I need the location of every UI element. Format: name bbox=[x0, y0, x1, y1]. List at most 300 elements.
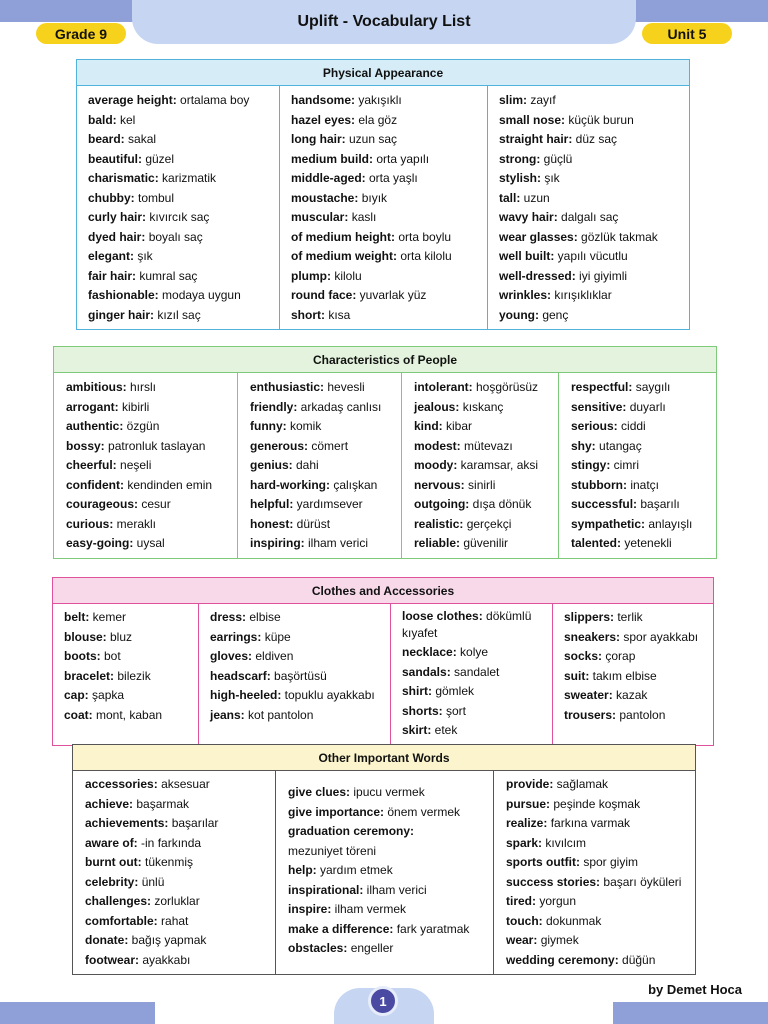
vocab-term: give importance: bbox=[288, 804, 385, 819]
vocab-meaning: neşeli bbox=[116, 458, 152, 472]
vocab-term: stylish: bbox=[499, 171, 542, 185]
vocab-term: medium build: bbox=[291, 151, 373, 166]
vocab-term: small nose: bbox=[499, 112, 566, 127]
vocab-term: young: bbox=[499, 307, 539, 322]
vocab-meaning: cömert bbox=[308, 438, 349, 453]
vocab-term: helpful: bbox=[250, 497, 294, 511]
vocab-item bbox=[291, 189, 479, 209]
vocab-item bbox=[571, 398, 708, 418]
vocab-item bbox=[506, 873, 687, 893]
vocab-term: friendly: bbox=[250, 399, 298, 414]
characteristics-section bbox=[53, 346, 717, 559]
vocab-meaning: genç bbox=[539, 307, 569, 322]
vocab-term: sneakers: bbox=[564, 629, 621, 644]
vocab-term: gloves: bbox=[210, 649, 253, 663]
vocab-meaning: giymek bbox=[537, 933, 579, 947]
vocab-term: muscular: bbox=[291, 210, 349, 224]
vocab-term: authentic: bbox=[66, 419, 124, 433]
vocab-item bbox=[499, 150, 681, 170]
vocab-item bbox=[571, 456, 708, 476]
vocab-meaning: rahat bbox=[157, 913, 189, 928]
vocab-term: funny: bbox=[250, 419, 287, 433]
vocab-item bbox=[571, 476, 708, 496]
vocab-item bbox=[288, 939, 485, 959]
vocab-term: accessories: bbox=[85, 777, 158, 791]
vocab-term: sensitive: bbox=[571, 399, 627, 414]
vocab-item bbox=[506, 834, 687, 854]
vocab-item bbox=[66, 476, 229, 496]
vocab-item bbox=[291, 208, 479, 228]
vocab-item bbox=[402, 608, 544, 642]
vocab-item bbox=[499, 130, 681, 150]
vocab-term: confident: bbox=[66, 477, 124, 492]
vocab-term: slim: bbox=[499, 93, 528, 107]
vocab-item bbox=[85, 892, 267, 912]
vocab-item bbox=[506, 814, 687, 834]
vocab-item bbox=[88, 286, 271, 306]
vocab-item bbox=[210, 608, 382, 628]
vocab-meaning: kazak bbox=[612, 688, 648, 702]
vocab-term: straight hair: bbox=[499, 132, 573, 146]
vocab-item bbox=[85, 795, 267, 815]
vocab-item bbox=[88, 130, 271, 150]
vocab-item bbox=[291, 169, 479, 189]
vocab-item bbox=[571, 495, 708, 515]
vocab-item bbox=[291, 228, 479, 248]
vocab-term: aware of: bbox=[85, 835, 138, 850]
vocab-term: bald: bbox=[88, 112, 117, 127]
vocab-meaning: sağlamak bbox=[553, 777, 609, 791]
vocab-meaning: boyalı saç bbox=[145, 229, 203, 244]
vocab-item bbox=[64, 628, 190, 648]
vocab-term: shy: bbox=[571, 438, 596, 453]
vocab-term: sympathetic: bbox=[571, 516, 646, 531]
vocab-item bbox=[506, 775, 687, 795]
vocab-meaning: şık bbox=[541, 171, 560, 185]
vocab-item bbox=[291, 91, 479, 111]
vocab-term: beard: bbox=[88, 132, 125, 146]
grade-badge: Grade 9 bbox=[36, 23, 126, 44]
page-number: 1 bbox=[368, 986, 398, 1016]
vocab-meaning: orta kilolu bbox=[397, 249, 452, 263]
vocab-meaning: bıyık bbox=[358, 190, 388, 205]
vocab-term: belt: bbox=[64, 610, 90, 624]
vocab-meaning: orta boylu bbox=[395, 229, 452, 244]
vocab-meaning: kibirli bbox=[118, 399, 150, 414]
vocab-term: well-dressed: bbox=[499, 268, 576, 283]
vocab-column bbox=[553, 604, 713, 745]
vocab-meaning: iyi giyimli bbox=[575, 268, 628, 283]
vocab-meaning: utangaç bbox=[595, 438, 642, 453]
vocab-term: honest: bbox=[250, 516, 294, 531]
vocab-meaning: dökümlü kıyafet bbox=[402, 609, 532, 640]
vocab-item bbox=[291, 247, 479, 267]
vocab-term: inspiring: bbox=[250, 536, 305, 550]
vocab-term: skirt: bbox=[402, 723, 432, 737]
vocab-meaning: başarı öyküleri bbox=[600, 874, 682, 889]
vocab-meaning: kırışıklıklar bbox=[551, 288, 612, 302]
vocab-item bbox=[288, 920, 485, 940]
vocab-term: cheerful: bbox=[66, 458, 117, 472]
vocab-meaning: şık bbox=[134, 249, 153, 263]
vocab-column bbox=[280, 86, 488, 329]
vocab-meaning: cesur bbox=[138, 497, 171, 511]
vocab-meaning: takım elbise bbox=[589, 668, 657, 683]
vocab-item bbox=[66, 417, 229, 437]
vocab-item bbox=[499, 228, 681, 248]
vocab-meaning: bot bbox=[100, 649, 121, 663]
vocab-term: modest: bbox=[414, 438, 461, 453]
vocab-item bbox=[66, 437, 229, 457]
vocab-meaning: kısa bbox=[325, 307, 351, 322]
vocab-meaning: gerçekçi bbox=[463, 516, 512, 531]
vocab-meaning: etek bbox=[431, 723, 458, 737]
vocab-item bbox=[66, 495, 229, 515]
vocab-term: sandals: bbox=[402, 664, 451, 679]
vocab-term: give clues: bbox=[288, 785, 351, 799]
vocab-meaning: spor giyim bbox=[580, 855, 639, 869]
vocab-meaning: orta yaşlı bbox=[365, 171, 418, 185]
vocab-term: ginger hair: bbox=[88, 307, 155, 322]
vocab-term: provide: bbox=[506, 777, 554, 791]
vocab-item bbox=[288, 803, 485, 823]
unit-badge: Unit 5 bbox=[642, 23, 732, 44]
vocab-meaning: başarılı bbox=[637, 497, 680, 511]
vocab-item bbox=[499, 247, 681, 267]
vocab-meaning: küçük burun bbox=[565, 112, 634, 127]
vocab-meaning: cimri bbox=[610, 458, 640, 472]
vocab-meaning: özgün bbox=[123, 419, 160, 433]
section-title: Clothes and Accessories bbox=[53, 578, 713, 604]
vocab-meaning: farkına varmak bbox=[547, 816, 631, 830]
vocab-term: success stories: bbox=[506, 874, 601, 889]
vocab-item bbox=[291, 130, 479, 150]
vocab-term: dyed hair: bbox=[88, 229, 146, 244]
bottom-band-right bbox=[613, 1002, 768, 1024]
vocab-meaning: kemer bbox=[89, 610, 127, 624]
vocab-term: nervous: bbox=[414, 477, 465, 492]
vocab-item bbox=[571, 417, 708, 437]
vocab-item bbox=[66, 378, 229, 398]
vocab-meaning: düğün bbox=[618, 952, 656, 967]
vocab-meaning: zorluklar bbox=[151, 894, 200, 908]
vocab-item bbox=[506, 912, 687, 932]
vocab-item bbox=[85, 912, 267, 932]
vocab-term: graduation ceremony: bbox=[288, 824, 415, 838]
vocab-item bbox=[210, 686, 382, 706]
clothes-section bbox=[52, 577, 714, 746]
vocab-meaning: yuvarlak yüz bbox=[356, 288, 427, 302]
vocab-item bbox=[88, 247, 271, 267]
vocab-meaning: ayakkabı bbox=[139, 952, 191, 967]
vocab-meaning: -in farkında bbox=[137, 835, 202, 850]
vocab-term: talented: bbox=[571, 536, 622, 550]
vocab-item bbox=[506, 795, 687, 815]
vocab-term: sweater: bbox=[564, 688, 613, 702]
vocab-meaning: orta yapılı bbox=[373, 151, 430, 166]
vocab-item bbox=[564, 628, 705, 648]
vocab-term: wavy hair: bbox=[499, 210, 558, 224]
vocab-item bbox=[85, 853, 267, 873]
vocab-term: boots: bbox=[64, 649, 101, 663]
vocab-item bbox=[506, 951, 687, 971]
vocab-item bbox=[288, 783, 485, 803]
vocab-term: inspire: bbox=[288, 902, 332, 916]
vocab-term: beautiful: bbox=[88, 151, 142, 166]
vocab-term: outgoing: bbox=[414, 497, 470, 511]
vocab-column bbox=[238, 373, 402, 558]
vocab-meaning: güçlü bbox=[540, 151, 573, 166]
vocab-item bbox=[288, 822, 485, 861]
vocab-meaning: kumral saç bbox=[136, 268, 198, 283]
vocab-item bbox=[414, 456, 550, 476]
vocab-item bbox=[564, 686, 705, 706]
vocab-meaning: elbise bbox=[246, 610, 281, 624]
vocab-meaning: kot pantolon bbox=[244, 707, 314, 722]
vocab-term: respectful: bbox=[571, 380, 633, 394]
vocab-term: long hair: bbox=[291, 132, 346, 146]
vocab-meaning: hırslı bbox=[126, 380, 157, 394]
vocab-item bbox=[414, 437, 550, 457]
vocab-item bbox=[288, 881, 485, 901]
vocab-meaning: uzun bbox=[520, 190, 550, 205]
vocab-meaning: eldiven bbox=[252, 649, 294, 663]
vocab-item bbox=[250, 398, 393, 418]
vocab-meaning: başörtüsü bbox=[270, 668, 327, 683]
vocab-item bbox=[414, 534, 550, 554]
vocab-term: sports outfit: bbox=[506, 855, 580, 869]
vocab-term: curly hair: bbox=[88, 210, 147, 224]
vocab-term: necklace: bbox=[402, 645, 457, 659]
vocab-term: fashionable: bbox=[88, 288, 159, 302]
vocab-term: touch: bbox=[506, 913, 543, 928]
vocab-item bbox=[564, 667, 705, 687]
bottom-band-left bbox=[0, 1002, 155, 1024]
vocab-term: challenges: bbox=[85, 894, 152, 908]
vocab-term: coat: bbox=[64, 707, 93, 722]
vocab-item bbox=[250, 476, 393, 496]
vocab-term: moody: bbox=[414, 458, 458, 472]
vocab-item bbox=[499, 267, 681, 287]
vocab-column bbox=[53, 604, 199, 745]
vocab-item bbox=[64, 647, 190, 667]
vocab-term: wrinkles: bbox=[499, 288, 552, 302]
vocab-term: suit: bbox=[564, 668, 590, 683]
vocab-meaning: kıvırcık saç bbox=[146, 210, 210, 224]
vocab-meaning: meraklı bbox=[113, 516, 157, 531]
vocab-term: celebrity: bbox=[85, 874, 139, 889]
other-words-section bbox=[72, 744, 696, 975]
vocab-term: average height: bbox=[88, 93, 177, 107]
vocab-item bbox=[88, 306, 271, 326]
vocab-term: moustache: bbox=[291, 190, 359, 205]
vocab-term: ambitious: bbox=[66, 380, 127, 394]
vocab-item bbox=[210, 706, 382, 726]
vocab-item bbox=[499, 306, 681, 326]
vocab-item bbox=[85, 814, 267, 834]
vocab-meaning: düz saç bbox=[572, 132, 618, 146]
vocab-meaning: başarmak bbox=[133, 796, 190, 811]
vocab-term: achieve: bbox=[85, 796, 134, 811]
vocab-term: bossy: bbox=[66, 438, 105, 453]
vocab-meaning: terlik bbox=[614, 610, 643, 624]
vocab-meaning: kibar bbox=[442, 419, 473, 433]
vocab-term: blouse: bbox=[64, 629, 107, 644]
vocab-item bbox=[414, 476, 550, 496]
vocab-term: jealous: bbox=[414, 399, 460, 414]
vocab-item bbox=[85, 873, 267, 893]
vocab-term: wear glasses: bbox=[499, 229, 578, 244]
vocab-term: round face: bbox=[291, 288, 357, 302]
vocab-term: shirt: bbox=[402, 684, 432, 698]
vocab-item bbox=[250, 534, 393, 554]
vocab-item bbox=[506, 892, 687, 912]
vocab-item bbox=[88, 169, 271, 189]
vocab-meaning: gözlük takmak bbox=[577, 229, 658, 244]
vocab-meaning: kıvılcım bbox=[542, 835, 587, 850]
vocab-meaning: sandalet bbox=[450, 664, 500, 679]
top-band-left bbox=[0, 0, 150, 22]
vocab-meaning: karizmatik bbox=[158, 171, 217, 185]
vocab-item bbox=[288, 900, 485, 920]
vocab-item bbox=[414, 515, 550, 535]
vocab-item bbox=[64, 686, 190, 706]
vocab-term: achievements: bbox=[85, 816, 169, 830]
vocab-meaning: dalgalı saç bbox=[557, 210, 619, 224]
vocab-meaning: ortalama boy bbox=[176, 93, 250, 107]
vocab-meaning: aksesuar bbox=[157, 777, 210, 791]
vocab-meaning: dürüst bbox=[293, 516, 331, 531]
vocab-meaning: kolye bbox=[456, 645, 489, 659]
vocab-term: pursue: bbox=[506, 796, 551, 811]
vocab-meaning: hoşgörüsüz bbox=[472, 380, 539, 394]
vocab-term: comfortable: bbox=[85, 913, 158, 928]
vocab-item bbox=[499, 189, 681, 209]
vocab-meaning: mezuniyet töreni bbox=[288, 843, 377, 858]
vocab-term: dress: bbox=[210, 610, 247, 624]
vocab-column bbox=[73, 771, 276, 974]
vocab-term: shorts: bbox=[402, 703, 443, 718]
vocab-item bbox=[499, 91, 681, 111]
vocab-item bbox=[250, 417, 393, 437]
vocab-meaning: karamsar, aksi bbox=[457, 458, 539, 472]
vocab-column bbox=[494, 771, 695, 974]
vocab-item bbox=[564, 706, 705, 726]
vocab-term: bracelet: bbox=[64, 668, 115, 683]
vocab-meaning: kaslı bbox=[348, 210, 377, 224]
vocab-term: footwear: bbox=[85, 952, 139, 967]
vocab-term: intolerant: bbox=[414, 380, 473, 394]
vocab-meaning: modaya uygun bbox=[158, 288, 241, 302]
vocab-item bbox=[291, 306, 479, 326]
vocab-column bbox=[54, 373, 238, 558]
vocab-meaning: kel bbox=[116, 112, 136, 127]
vocab-meaning: ilham verici bbox=[304, 536, 369, 550]
vocab-term: tall: bbox=[499, 190, 521, 205]
vocab-item bbox=[250, 515, 393, 535]
vocab-item bbox=[64, 667, 190, 687]
vocab-item bbox=[250, 456, 393, 476]
vocab-term: realistic: bbox=[414, 516, 464, 531]
vocab-term: elegant: bbox=[88, 249, 135, 263]
vocab-term: enthusiastic: bbox=[250, 380, 325, 394]
vocab-item bbox=[88, 267, 271, 287]
vocab-meaning: duyarlı bbox=[626, 399, 666, 414]
vocab-meaning: engeller bbox=[347, 941, 394, 955]
vocab-term: realize: bbox=[506, 816, 548, 830]
vocab-meaning: sinirli bbox=[464, 477, 496, 492]
vocab-term: successful: bbox=[571, 497, 638, 511]
vocab-term: trousers: bbox=[564, 707, 617, 722]
top-band-right bbox=[618, 0, 768, 22]
vocab-term: loose clothes: bbox=[402, 609, 483, 623]
vocab-item bbox=[66, 398, 229, 418]
section-body bbox=[53, 604, 713, 745]
vocab-item bbox=[499, 111, 681, 131]
section-body bbox=[77, 86, 689, 329]
vocab-term: wear: bbox=[506, 933, 538, 947]
vocab-meaning: gömlek bbox=[432, 684, 475, 698]
vocab-term: socks: bbox=[564, 649, 603, 663]
vocab-item bbox=[571, 378, 708, 398]
vocab-item bbox=[291, 150, 479, 170]
vocab-term: hard-working: bbox=[250, 477, 330, 492]
vocab-meaning: kızıl saç bbox=[154, 307, 201, 322]
vocab-item bbox=[210, 647, 382, 667]
vocab-term: of medium weight: bbox=[291, 249, 397, 263]
vocab-term: stingy: bbox=[571, 458, 611, 472]
vocab-term: help: bbox=[288, 863, 317, 877]
vocab-item bbox=[506, 931, 687, 951]
vocab-meaning: ipucu vermek bbox=[350, 785, 425, 799]
vocab-item bbox=[564, 647, 705, 667]
vocab-column bbox=[77, 86, 280, 329]
vocab-meaning: pantolon bbox=[616, 707, 666, 722]
vocab-term: kind: bbox=[414, 419, 443, 433]
vocab-item bbox=[291, 286, 479, 306]
vocab-meaning: ilham verici bbox=[363, 882, 427, 897]
vocab-item bbox=[414, 495, 550, 515]
section-title: Other Important Words bbox=[73, 745, 695, 771]
vocab-meaning: sakal bbox=[124, 132, 157, 146]
vocab-term: fair hair: bbox=[88, 268, 137, 283]
vocab-item bbox=[88, 228, 271, 248]
vocab-meaning: hevesli bbox=[324, 380, 365, 394]
vocab-term: handsome: bbox=[291, 93, 356, 107]
vocab-meaning: fark yaratmak bbox=[393, 921, 470, 936]
vocab-term: genius: bbox=[250, 458, 293, 472]
vocab-term: inspirational: bbox=[288, 882, 364, 897]
vocab-item bbox=[250, 495, 393, 515]
vocab-meaning: şapka bbox=[88, 688, 125, 702]
vocab-term: jeans: bbox=[210, 707, 245, 722]
vocab-term: charismatic: bbox=[88, 171, 159, 185]
vocab-meaning: peşinde koşmak bbox=[550, 796, 641, 811]
vocab-item bbox=[64, 608, 190, 628]
section-body bbox=[73, 771, 695, 974]
vocab-meaning: uzun saç bbox=[345, 132, 398, 146]
vocab-item bbox=[499, 208, 681, 228]
vocab-item bbox=[571, 515, 708, 535]
vocab-meaning: topuklu ayakkabı bbox=[281, 688, 375, 702]
vocab-meaning: dahi bbox=[292, 458, 319, 472]
vocab-item bbox=[499, 169, 681, 189]
vocab-item bbox=[291, 267, 479, 287]
vocab-column bbox=[199, 604, 391, 745]
vocab-meaning: bilezik bbox=[114, 668, 151, 683]
vocab-term: high-heeled: bbox=[210, 688, 282, 702]
vocab-item bbox=[210, 628, 382, 648]
